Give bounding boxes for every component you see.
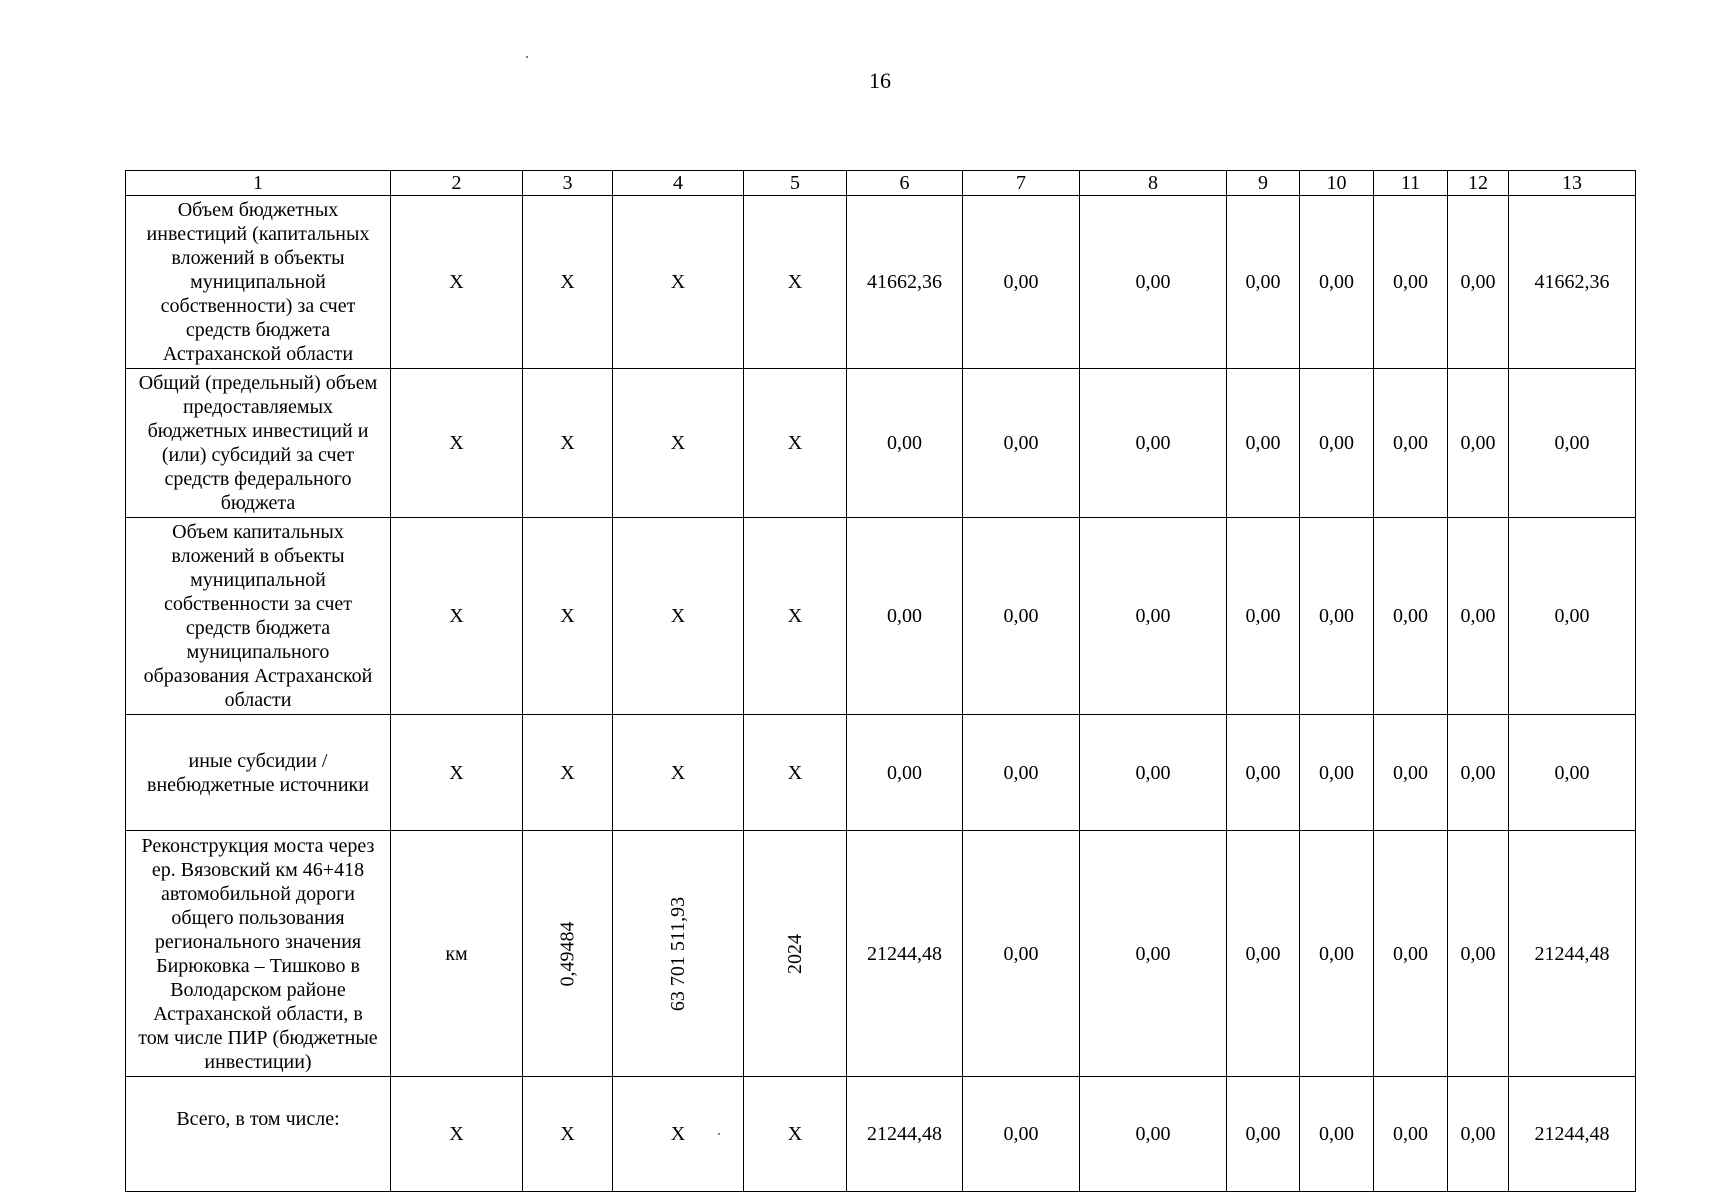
row-description: иные субсидии / внебюджетные источники (126, 715, 391, 831)
cell-year: Х (744, 369, 847, 518)
column-header: 11 (1374, 171, 1448, 196)
cell-value: 0,00 (1374, 715, 1448, 831)
capacity-rotated-text: 0,49484 (556, 921, 579, 986)
table-row-total (126, 1077, 1636, 1192)
cell-estimated-cost: Х (613, 369, 744, 518)
cell-value: 0,00 (1227, 369, 1300, 518)
cell-value: 0,00 (963, 518, 1080, 715)
cell-unit: Х (391, 369, 523, 518)
cell-value: 41662,36 (847, 196, 963, 369)
cell-year: Х (744, 715, 847, 831)
column-header: 5 (744, 171, 847, 196)
cell-value: 0,00 (1300, 715, 1374, 831)
cell-total: 21244,48 (1509, 831, 1636, 1077)
cell-estimated-cost (613, 831, 744, 1077)
cell-value: 0,00 (1300, 196, 1374, 369)
cell-value: 0,00 (1080, 1077, 1227, 1192)
cell-value: 0,00 (1374, 518, 1448, 715)
cell-value: 0,00 (1448, 831, 1509, 1077)
table-row (126, 518, 1636, 715)
cell-value: 0,00 (1448, 518, 1509, 715)
cell-value: 0,00 (1227, 518, 1300, 715)
table-row (126, 715, 1636, 831)
cell-capacity: Х (523, 715, 613, 831)
cell-unit: Х (391, 1077, 523, 1192)
cell-total: 21244,48 (1509, 1077, 1636, 1192)
cell-value: 0,00 (1227, 196, 1300, 369)
cell-value: 21244,48 (847, 1077, 963, 1192)
cell-value: 0,00 (847, 518, 963, 715)
cell-total: 41662,36 (1509, 196, 1636, 369)
column-header: 4 (613, 171, 744, 196)
cell-total: 0,00 (1509, 518, 1636, 715)
cell-value: 0,00 (1227, 715, 1300, 831)
cell-capacity: Х (523, 1077, 613, 1192)
cell-capacity: Х (523, 196, 613, 369)
table-row (126, 369, 1636, 518)
cell-value: 21244,48 (847, 831, 963, 1077)
cell-capacity: Х (523, 518, 613, 715)
cell-value: 0,00 (1080, 369, 1227, 518)
cell-capacity: Х (523, 369, 613, 518)
header-row (126, 171, 1636, 196)
column-header: 12 (1448, 171, 1509, 196)
page-number: 16 (869, 68, 891, 93)
column-header: 7 (963, 171, 1080, 196)
cell-value: 0,00 (1374, 1077, 1448, 1192)
scan-speck (718, 1133, 720, 1135)
cell-year: Х (744, 196, 847, 369)
budget-table (125, 170, 1636, 1192)
column-header: 13 (1509, 171, 1636, 196)
row-description: Общий (предельный) объем предоставляемых бюджетных инвестиций и (или) субсидий за счет средств федерального бюджета (126, 369, 391, 518)
cell-value: 0,00 (1080, 196, 1227, 369)
column-header: 6 (847, 171, 963, 196)
cell-value: 0,00 (1227, 1077, 1300, 1192)
cell-value: 0,00 (847, 715, 963, 831)
cell-value: 0,00 (1080, 715, 1227, 831)
cell-total: 0,00 (1509, 715, 1636, 831)
cell-value: 0,00 (1374, 196, 1448, 369)
cell-value: 0,00 (963, 1077, 1080, 1192)
cell-value: 0,00 (847, 369, 963, 518)
cell-capacity (523, 831, 613, 1077)
cell-value: 0,00 (1300, 1077, 1374, 1192)
cell-value: 0,00 (1448, 369, 1509, 518)
cell-value: 0,00 (1300, 518, 1374, 715)
row-description: Объем капитальных вложений в объекты муниципальной собственности за счет средств бюджета муниципального образования Астраханской области (126, 518, 391, 715)
scan-speck (526, 56, 528, 58)
column-header: 2 (391, 171, 523, 196)
cell-value: 0,00 (963, 715, 1080, 831)
column-header: 8 (1080, 171, 1227, 196)
column-header: 3 (523, 171, 613, 196)
cell-unit: Х (391, 715, 523, 831)
table-row (126, 196, 1636, 369)
column-header: 9 (1227, 171, 1300, 196)
estimated-cost-rotated-text: 63 701 511,93 (666, 896, 689, 1011)
cell-value: 0,00 (1374, 831, 1448, 1077)
row-description: Объем бюджетных инвестиций (капитальных вложений в объекты муниципальной собственности) за счет средств бюджета Астраханской области (126, 196, 391, 369)
year-rotated-text: 2024 (784, 933, 806, 974)
row-description: Всего, в том числе: (126, 1077, 391, 1192)
cell-value: 0,00 (1448, 1077, 1509, 1192)
cell-unit: Х (391, 518, 523, 715)
cell-value: 0,00 (1300, 369, 1374, 518)
cell-year: Х (744, 518, 847, 715)
cell-year (744, 831, 847, 1077)
row-description: Реконструкция моста через ер. Вязовский км 46+418 автомобильной дороги общего пользования регионального значения Бирюковка – Тишково в Володарском районе Астраханской области, в том числе ПИР (бюджетные инвестиции) (126, 831, 391, 1077)
cell-estimated-cost: Х (613, 1077, 744, 1192)
cell-estimated-cost: Х (613, 518, 744, 715)
cell-value: 0,00 (1227, 831, 1300, 1077)
cell-unit: Х (391, 196, 523, 369)
cell-value: 0,00 (1374, 369, 1448, 518)
table-row (126, 831, 1636, 1077)
cell-unit: км (391, 831, 523, 1077)
cell-value: 0,00 (963, 369, 1080, 518)
cell-value: 0,00 (963, 196, 1080, 369)
cell-value: 0,00 (1300, 831, 1374, 1077)
cell-estimated-cost: Х (613, 196, 744, 369)
cell-value: 0,00 (1448, 196, 1509, 369)
cell-estimated-cost: Х (613, 715, 744, 831)
cell-year: Х (744, 1077, 847, 1192)
cell-value: 0,00 (1080, 831, 1227, 1077)
cell-value: 0,00 (1448, 715, 1509, 831)
column-header: 1 (126, 171, 391, 196)
cell-total: 0,00 (1509, 369, 1636, 518)
column-header: 10 (1300, 171, 1374, 196)
cell-value: 0,00 (1080, 518, 1227, 715)
cell-value: 0,00 (963, 831, 1080, 1077)
